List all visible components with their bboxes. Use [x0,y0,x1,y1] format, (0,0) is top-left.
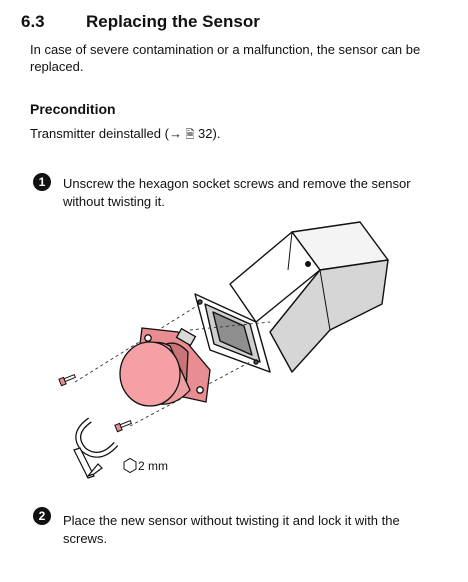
hexagon-icon [124,459,136,473]
sensor-face [120,342,180,406]
intro-paragraph: In case of severe contamination or a malfunction, the sensor can be replaced. [30,42,421,74]
precondition-heading: Precondition [30,101,116,117]
socket-screw-1 [59,373,76,385]
allen-key-tool [74,420,116,478]
precondition-text [30,126,220,145]
precondition-suffix: 32). [194,126,221,141]
socket-screw-2 [115,419,132,431]
section-title: Replacing the Sensor [86,12,260,31]
sensor [120,328,210,406]
step-1-text: Unscrew the hexagon socket screws and remove the sensor without twisting it. [63,176,411,209]
step-2-badge: 2 [33,507,51,525]
book-icon: 🗎 [185,129,195,141]
sensor-replacement-illustration [30,212,430,492]
section-number: 6.3 [21,12,45,31]
step-1-badge: 1 [33,173,51,191]
step-2-text: Place the new sensor without twisting it and lock it with the screws. [63,513,400,546]
transmitter-housing [195,222,388,372]
tool-size-label: 2 mm [138,459,168,473]
precondition-prefix: Transmitter deinstalled (→ [30,126,186,141]
